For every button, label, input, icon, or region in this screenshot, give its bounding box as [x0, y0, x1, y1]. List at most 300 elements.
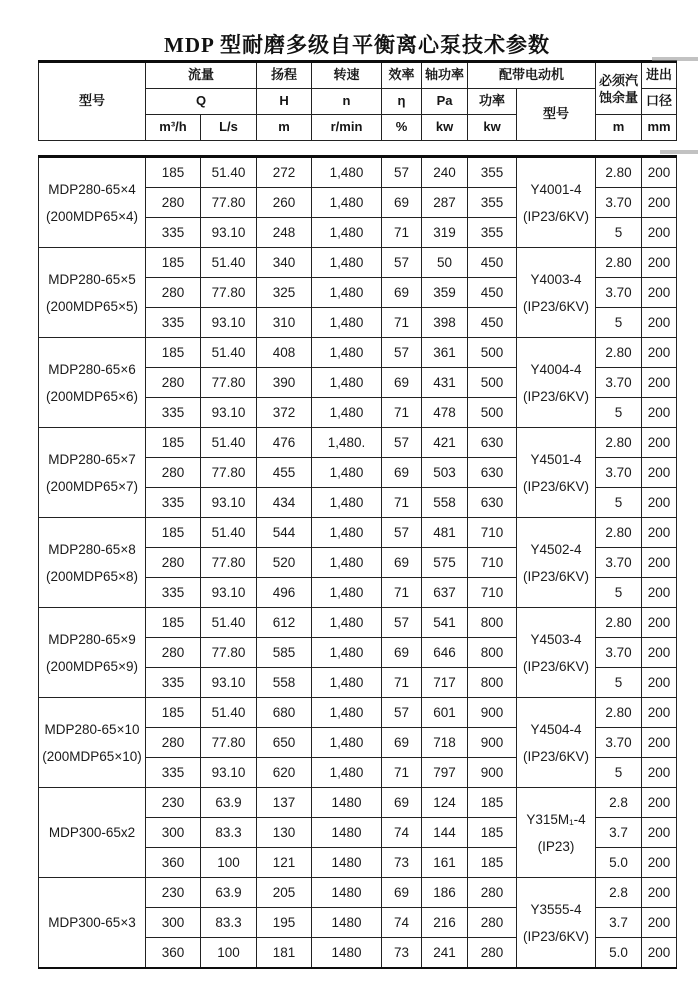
header-n: n [312, 89, 382, 115]
value-cell: 710 [468, 518, 517, 548]
value-cell: 630 [468, 458, 517, 488]
value-cell: 1480 [312, 818, 382, 848]
table-row [39, 157, 677, 188]
table-row [39, 878, 677, 908]
value-cell: 100 [201, 938, 257, 969]
cell-line: Y4004-4 [530, 361, 582, 377]
value-cell: 73 [382, 848, 422, 878]
header-flow: 流量 [146, 62, 257, 89]
cell-line: (IP23/6KV) [522, 298, 590, 314]
port-cell: 200 [642, 908, 677, 938]
value-cell: 280 [146, 458, 201, 488]
cell-line: MDP280-65×9 [48, 631, 136, 647]
value-cell: 558 [257, 668, 312, 698]
motor-model-cell [517, 157, 596, 248]
value-cell: 620 [257, 758, 312, 788]
value-cell: 496 [257, 578, 312, 608]
header-eta: η [382, 89, 422, 115]
value-cell: 51.40 [201, 428, 257, 458]
pump-model-cell [39, 248, 146, 338]
cell-line: MDP280-65×7 [48, 451, 136, 467]
motor-model-cell [517, 338, 596, 428]
value-cell: 280 [146, 188, 201, 218]
value-cell: 216 [422, 908, 468, 938]
value-cell: 280 [146, 638, 201, 668]
cell-line: Y4503-4 [530, 631, 582, 647]
value-cell: 100 [201, 848, 257, 878]
value-cell: 612 [257, 608, 312, 638]
value-cell: 57 [382, 248, 422, 278]
value-cell: 710 [468, 548, 517, 578]
value-cell: 800 [468, 668, 517, 698]
port-cell: 200 [642, 398, 677, 428]
npsh-cell: 5 [596, 488, 642, 518]
port-cell: 200 [642, 848, 677, 878]
scan-artifact [660, 150, 698, 154]
value-cell: 57 [382, 608, 422, 638]
npsh-cell: 5 [596, 578, 642, 608]
value-cell: 71 [382, 668, 422, 698]
value-cell: 93.10 [201, 668, 257, 698]
port-cell: 200 [642, 698, 677, 728]
value-cell: 69 [382, 548, 422, 578]
header-q: Q [146, 89, 257, 115]
npsh-cell: 3.70 [596, 278, 642, 308]
port-cell: 200 [642, 488, 677, 518]
header-h: H [257, 89, 312, 115]
value-cell: 74 [382, 818, 422, 848]
value-cell: 77.80 [201, 458, 257, 488]
npsh-cell: 2.80 [596, 428, 642, 458]
port-cell: 200 [642, 668, 677, 698]
value-cell: 1,480 [312, 578, 382, 608]
value-cell: 77.80 [201, 548, 257, 578]
port-cell: 200 [642, 368, 677, 398]
cell-line: Y3555-4 [530, 901, 582, 917]
value-cell: 51.40 [201, 157, 257, 188]
value-cell: 71 [382, 218, 422, 248]
pump-model-cell [39, 157, 146, 248]
port-cell: 200 [642, 878, 677, 908]
value-cell: 1,480. [312, 428, 382, 458]
npsh-cell: 2.80 [596, 518, 642, 548]
header-unit-mm: mm [642, 115, 677, 141]
npsh-cell: 2.80 [596, 157, 642, 188]
value-cell: 1,480 [312, 398, 382, 428]
pump-model-cell [39, 608, 146, 698]
npsh-cell: 3.70 [596, 548, 642, 578]
value-cell: 93.10 [201, 488, 257, 518]
value-cell: 230 [146, 878, 201, 908]
value-cell: 185 [146, 428, 201, 458]
port-cell: 200 [642, 938, 677, 969]
value-cell: 800 [468, 608, 517, 638]
npsh-cell: 5 [596, 758, 642, 788]
value-cell: 355 [468, 218, 517, 248]
cell-line: (IP23/6KV) [522, 658, 590, 674]
value-cell: 77.80 [201, 368, 257, 398]
value-cell: 541 [422, 608, 468, 638]
port-cell: 200 [642, 308, 677, 338]
motor-model-cell [517, 788, 596, 878]
header-motor: 配带电动机 [468, 62, 596, 89]
value-cell: 77.80 [201, 188, 257, 218]
value-cell: 121 [257, 848, 312, 878]
value-cell: 335 [146, 398, 201, 428]
value-cell: 185 [146, 518, 201, 548]
value-cell: 71 [382, 488, 422, 518]
motor-model-cell [517, 518, 596, 608]
port-cell: 200 [642, 788, 677, 818]
npsh-cell: 5 [596, 668, 642, 698]
value-cell: 359 [422, 278, 468, 308]
value-cell: 230 [146, 788, 201, 818]
header-unit-kw-motor: kw [468, 115, 517, 141]
value-cell: 1,480 [312, 308, 382, 338]
motor-model-cell [517, 878, 596, 969]
value-cell: 69 [382, 368, 422, 398]
value-cell: 71 [382, 308, 422, 338]
value-cell: 481 [422, 518, 468, 548]
npsh-cell: 3.70 [596, 728, 642, 758]
value-cell: 637 [422, 578, 468, 608]
value-cell: 185 [468, 788, 517, 818]
value-cell: 478 [422, 398, 468, 428]
value-cell: 434 [257, 488, 312, 518]
value-cell: 1,480 [312, 698, 382, 728]
value-cell: 205 [257, 878, 312, 908]
cell-line: (200MDP65×4) [46, 208, 138, 224]
value-cell: 325 [257, 278, 312, 308]
value-cell: 77.80 [201, 728, 257, 758]
header-port-line2: 口径 [642, 89, 677, 115]
value-cell: 360 [146, 848, 201, 878]
npsh-cell: 3.7 [596, 908, 642, 938]
value-cell: 319 [422, 218, 468, 248]
value-cell: 1,480 [312, 188, 382, 218]
value-cell: 57 [382, 518, 422, 548]
header-shaft-power: 轴功率 [422, 62, 468, 89]
table-row [39, 518, 677, 548]
value-cell: 900 [468, 758, 517, 788]
value-cell: 1,480 [312, 278, 382, 308]
value-cell: 57 [382, 428, 422, 458]
value-cell: 1480 [312, 848, 382, 878]
motor-model-cell [517, 698, 596, 788]
value-cell: 310 [257, 308, 312, 338]
value-cell: 181 [257, 938, 312, 969]
cell-line: (IP23/6KV) [522, 568, 590, 584]
value-cell: 1,480 [312, 248, 382, 278]
value-cell: 335 [146, 578, 201, 608]
value-cell: 69 [382, 878, 422, 908]
value-cell: 186 [422, 878, 468, 908]
value-cell: 1,480 [312, 548, 382, 578]
cell-line: (200MDP65×7) [46, 478, 138, 494]
port-cell: 200 [642, 248, 677, 278]
value-cell: 710 [468, 578, 517, 608]
value-cell: 544 [257, 518, 312, 548]
value-cell: 185 [146, 248, 201, 278]
npsh-cell: 5 [596, 218, 642, 248]
port-cell: 200 [642, 458, 677, 488]
value-cell: 630 [468, 428, 517, 458]
value-cell: 455 [257, 458, 312, 488]
value-cell: 1480 [312, 938, 382, 969]
port-cell: 200 [642, 758, 677, 788]
npsh-cell: 2.8 [596, 788, 642, 818]
cell-line: Y4001-4 [530, 181, 582, 197]
value-cell: 73 [382, 938, 422, 969]
value-cell: 431 [422, 368, 468, 398]
port-cell: 200 [642, 338, 677, 368]
value-cell: 185 [146, 338, 201, 368]
value-cell: 450 [468, 248, 517, 278]
port-cell: 200 [642, 218, 677, 248]
table-row [39, 428, 677, 458]
header-unit-rmin: r/min [312, 115, 382, 141]
value-cell: 280 [146, 278, 201, 308]
port-cell: 200 [642, 518, 677, 548]
pump-model-cell [39, 788, 146, 878]
value-cell: 161 [422, 848, 468, 878]
table-row [39, 338, 677, 368]
header-pa: Pa [422, 89, 468, 115]
value-cell: 144 [422, 818, 468, 848]
value-cell: 646 [422, 638, 468, 668]
value-cell: 185 [146, 698, 201, 728]
cell-line: Y4504-4 [530, 721, 582, 737]
value-cell: 450 [468, 278, 517, 308]
table-row [39, 248, 677, 278]
value-cell: 272 [257, 157, 312, 188]
value-cell: 51.40 [201, 338, 257, 368]
value-cell: 71 [382, 758, 422, 788]
cell-line: MDP300-65×3 [48, 915, 136, 930]
value-cell: 1,480 [312, 157, 382, 188]
value-cell: 900 [468, 728, 517, 758]
value-cell: 185 [146, 157, 201, 188]
value-cell: 57 [382, 698, 422, 728]
page-title: MDP 型耐磨多级自平衡离心泵技术参数 [164, 33, 550, 57]
value-cell: 1,480 [312, 368, 382, 398]
value-cell: 361 [422, 338, 468, 368]
header-table [38, 60, 677, 141]
value-cell: 500 [468, 398, 517, 428]
value-cell: 340 [257, 248, 312, 278]
pump-model-cell [39, 428, 146, 518]
cell-line: MDP280-65×6 [48, 361, 136, 377]
value-cell: 680 [257, 698, 312, 728]
cell-line: (IP23) [537, 838, 575, 854]
pump-model-cell [39, 878, 146, 969]
port-cell: 200 [642, 157, 677, 188]
value-cell: 520 [257, 548, 312, 578]
cell-line: (200MDP65×8) [46, 568, 138, 584]
value-cell: 1480 [312, 908, 382, 938]
port-cell: 200 [642, 638, 677, 668]
cell-line: (200MDP65×5) [46, 298, 138, 314]
value-cell: 1,480 [312, 638, 382, 668]
cell-line: (IP23/6KV) [522, 478, 590, 494]
value-cell: 300 [146, 908, 201, 938]
value-cell: 71 [382, 398, 422, 428]
value-cell: 130 [257, 818, 312, 848]
cell-line: (IP23/6KV) [522, 208, 590, 224]
value-cell: 83.3 [201, 818, 257, 848]
port-cell: 200 [642, 188, 677, 218]
value-cell: 1,480 [312, 728, 382, 758]
value-cell: 137 [257, 788, 312, 818]
value-cell: 408 [257, 338, 312, 368]
npsh-cell: 2.8 [596, 878, 642, 908]
data-table [38, 155, 677, 969]
value-cell: 93.10 [201, 398, 257, 428]
value-cell: 1,480 [312, 458, 382, 488]
value-cell: 93.10 [201, 758, 257, 788]
header-motor-power: 功率 [468, 89, 517, 115]
pump-model-cell [39, 518, 146, 608]
value-cell: 300 [146, 818, 201, 848]
value-cell: 335 [146, 308, 201, 338]
header-unit-npsh-m: m [596, 115, 642, 141]
value-cell: 1,480 [312, 668, 382, 698]
value-cell: 57 [382, 338, 422, 368]
value-cell: 1,480 [312, 338, 382, 368]
value-cell: 74 [382, 908, 422, 938]
value-cell: 63.9 [201, 788, 257, 818]
header-speed: 转速 [312, 62, 382, 89]
value-cell: 900 [468, 698, 517, 728]
value-cell: 69 [382, 458, 422, 488]
header-unit-ls: L/s [201, 115, 257, 141]
value-cell: 248 [257, 218, 312, 248]
npsh-cell: 3.70 [596, 188, 642, 218]
value-cell: 69 [382, 278, 422, 308]
value-cell: 83.3 [201, 908, 257, 938]
port-cell: 200 [642, 608, 677, 638]
value-cell: 241 [422, 938, 468, 969]
scan-artifact [652, 57, 698, 61]
cell-line: (IP23/6KV) [522, 748, 590, 764]
value-cell: 185 [468, 818, 517, 848]
value-cell: 476 [257, 428, 312, 458]
value-cell: 69 [382, 728, 422, 758]
value-cell: 650 [257, 728, 312, 758]
value-cell: 280 [146, 368, 201, 398]
value-cell: 77.80 [201, 638, 257, 668]
header-port-line1: 进出 [642, 62, 677, 89]
cell-line: (200MDP65×10) [42, 748, 142, 764]
value-cell: 390 [257, 368, 312, 398]
value-cell: 585 [257, 638, 312, 668]
value-cell: 260 [257, 188, 312, 218]
port-cell: 200 [642, 818, 677, 848]
value-cell: 500 [468, 338, 517, 368]
header-npsh-line1: 必须汽 [599, 72, 639, 88]
value-cell: 77.80 [201, 278, 257, 308]
value-cell: 797 [422, 758, 468, 788]
motor-model-cell [517, 248, 596, 338]
npsh-cell: 2.80 [596, 608, 642, 638]
header-npsh [596, 62, 642, 115]
value-cell: 71 [382, 578, 422, 608]
header-unit-m3h: m³/h [146, 115, 201, 141]
header-efficiency: 效率 [382, 62, 422, 89]
cell-line: Y4003-4 [530, 271, 582, 287]
value-cell: 50 [422, 248, 468, 278]
pump-model-cell [39, 698, 146, 788]
value-cell: 280 [468, 938, 517, 969]
header-pump-model: 型号 [39, 62, 146, 141]
motor-model-cell [517, 608, 596, 698]
cell-line: Y4502-4 [530, 541, 582, 557]
value-cell: 93.10 [201, 308, 257, 338]
value-cell: 601 [422, 698, 468, 728]
value-cell: 280 [146, 548, 201, 578]
value-cell: 280 [468, 908, 517, 938]
value-cell: 51.40 [201, 518, 257, 548]
value-cell: 1,480 [312, 608, 382, 638]
value-cell: 335 [146, 218, 201, 248]
port-cell: 200 [642, 578, 677, 608]
value-cell: 280 [146, 728, 201, 758]
value-cell: 124 [422, 788, 468, 818]
value-cell: 335 [146, 488, 201, 518]
cell-line: Y315M₁-4 [526, 811, 586, 827]
port-cell: 200 [642, 728, 677, 758]
port-cell: 200 [642, 548, 677, 578]
cell-line: MDP280-65×8 [48, 541, 136, 557]
value-cell: 503 [422, 458, 468, 488]
value-cell: 355 [468, 157, 517, 188]
value-cell: 372 [257, 398, 312, 428]
value-cell: 51.40 [201, 698, 257, 728]
table-row [39, 788, 677, 818]
cell-line: Y4501-4 [530, 451, 582, 467]
value-cell: 93.10 [201, 578, 257, 608]
value-cell: 398 [422, 308, 468, 338]
value-cell: 63.9 [201, 878, 257, 908]
value-cell: 1,480 [312, 218, 382, 248]
cell-line: MDP300-65x2 [48, 825, 136, 840]
pump-model-cell [39, 338, 146, 428]
cell-line: (IP23/6KV) [522, 928, 590, 944]
value-cell: 630 [468, 488, 517, 518]
header-unit-pct: % [382, 115, 422, 141]
value-cell: 1,480 [312, 518, 382, 548]
npsh-cell: 5 [596, 308, 642, 338]
value-cell: 1,480 [312, 488, 382, 518]
npsh-cell: 3.7 [596, 818, 642, 848]
npsh-cell: 5.0 [596, 938, 642, 969]
value-cell: 185 [468, 848, 517, 878]
cell-line: (200MDP65×6) [46, 388, 138, 404]
port-cell: 200 [642, 278, 677, 308]
npsh-cell: 3.70 [596, 458, 642, 488]
value-cell: 1480 [312, 878, 382, 908]
cell-line: MDP280-65×5 [48, 271, 136, 287]
cell-line: (IP23/6KV) [522, 388, 590, 404]
value-cell: 69 [382, 638, 422, 668]
value-cell: 335 [146, 668, 201, 698]
header-motor-model: 型号 [517, 89, 596, 141]
value-cell: 93.10 [201, 218, 257, 248]
value-cell: 500 [468, 368, 517, 398]
value-cell: 335 [146, 758, 201, 788]
npsh-cell: 2.80 [596, 338, 642, 368]
npsh-cell: 3.70 [596, 368, 642, 398]
